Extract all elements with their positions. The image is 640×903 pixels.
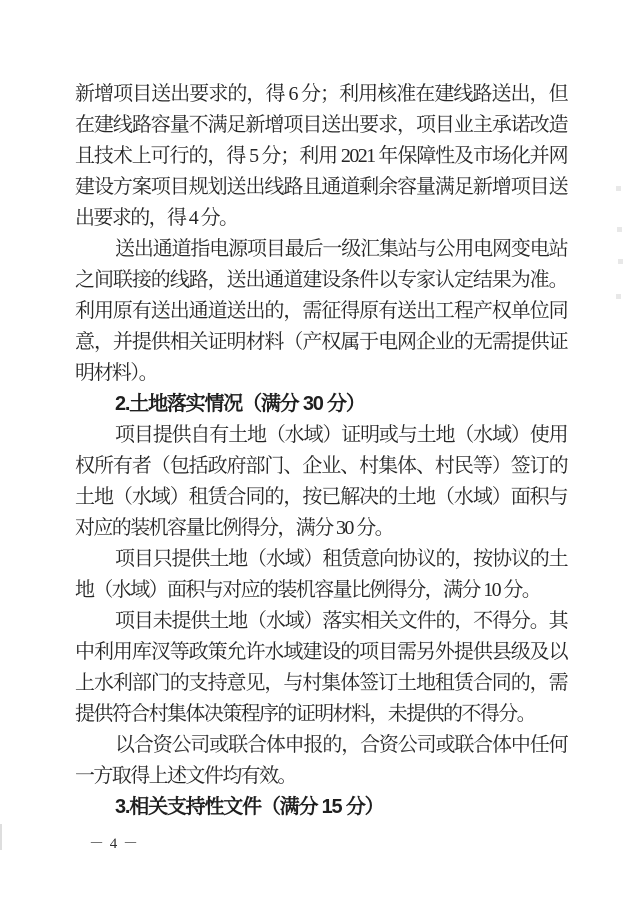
paragraph-no-land-documents: 项目未提供土地（水域）落实相关文件的，不得分。其中利用库汊等政策允许水域建设的项目需另外提供县级及以上水利部门的支持意见，与村集体签订土地租赁合同的，需提供符合村集体决策程序的证明材料，未提供的不得分。 [75, 610, 567, 725]
section-heading-land-implementation: 2.土地落实情况（满分 30 分） [115, 393, 365, 415]
scan-artifact-speck [618, 259, 623, 264]
paragraph-send-out-channel-definition: 送出通道指电源项目最后一级汇集站与公用电网变电站之间联接的线路，送出通道建设条件以专家认定结果为准。利用原有送出通道送出的，需征得原有送出工程产权单位同意，并提供相关证明材料（产权属于电网企业的无需提供证明材料）。 [75, 238, 567, 384]
paragraph-land-ownership-proof: 项目提供自有土地（水域）证明或与土地（水域）使用权所有者（包括政府部门、企业、村集体、村民等）签订的土地（水域）租赁合同的，按已解决的土地（水域）面积与对应的装机容量比例得分，满分 30 分。 [75, 424, 567, 539]
document-text-block [75, 79, 567, 823]
scan-edge-artifact [0, 824, 2, 850]
scan-artifact-speck [616, 294, 621, 299]
scan-artifact-speck [617, 227, 622, 232]
paragraph-joint-venture: 以合资公司或联合体申报的，合资公司或联合体中任何一方取得上述文件均有效。 [75, 734, 567, 787]
scan-artifact-speck [616, 186, 621, 191]
paragraph-lease-intent-agreement: 项目只提供土地（水域）租赁意向协议的，按协议的土地（水域）面积与对应的装机容量比例得分，满分 10 分。 [75, 548, 567, 601]
page-number: － 4 － [89, 836, 140, 852]
section-heading-supporting-documents: 3.相关支持性文件（满分 15 分） [115, 796, 384, 818]
paragraph-continuation: 新增项目送出要求的，得 6 分；利用核准在建线路送出，但在建线路容量不满足新增项目送出要求，项目业主承诺改造且技术上可行的，得 5 分；利用 2021 年保障性及市场化并网建设方案项目规划送出线路且通道剩余容量满足新增项目送出要求的，得 4 分。 [75, 83, 567, 229]
